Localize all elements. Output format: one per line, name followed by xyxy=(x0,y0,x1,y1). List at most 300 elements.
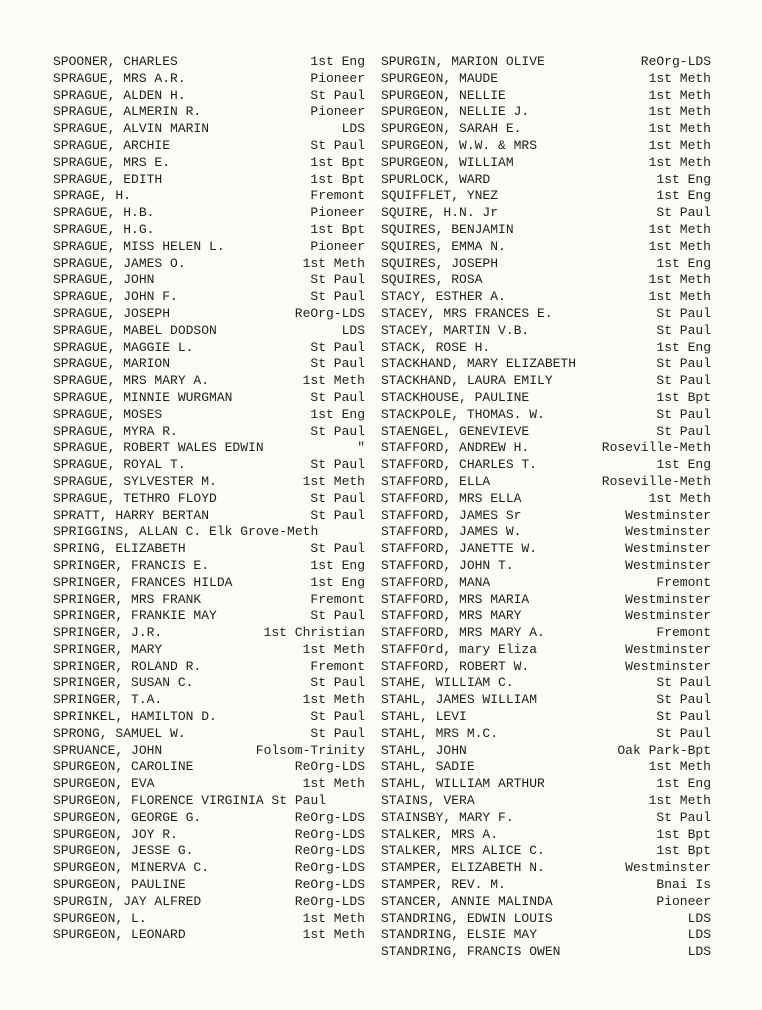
entry-church: 1st Meth xyxy=(648,759,711,775)
entry-church: 1st Meth xyxy=(648,289,711,305)
entry-church: 1st Meth xyxy=(302,373,365,389)
entry-church: St Paul xyxy=(656,692,711,708)
entry-row xyxy=(53,239,365,256)
entry-name: STAFFORD, MRS MARY A. xyxy=(381,625,545,641)
entry-row xyxy=(53,272,365,289)
entry-name: SPRAGUE, MRS A.R. xyxy=(53,70,186,86)
entry-church: 1st Eng xyxy=(656,188,711,204)
entry-name: SPRAGUE, JOSEPH xyxy=(53,305,171,321)
entry-row xyxy=(53,121,365,138)
entry-row xyxy=(53,659,365,676)
entry-church: 1st Bpt xyxy=(310,221,365,237)
entry-church: St Paul xyxy=(310,289,365,305)
entry-church: 1st Meth xyxy=(648,154,711,170)
entry-row xyxy=(53,692,365,709)
entry-church: ReOrg-LDS xyxy=(294,809,365,825)
entry-name: SPRATT, HARRY BERTAN xyxy=(53,507,210,523)
entry-name: SPURGEON, NELLIE J. xyxy=(381,104,530,120)
entry-row xyxy=(53,222,365,239)
entry-row xyxy=(53,188,365,205)
left-column xyxy=(53,54,365,944)
entry-church: Fremont xyxy=(310,188,365,204)
entry-row xyxy=(381,827,711,844)
entry-church: St Paul xyxy=(310,725,365,741)
entry-row xyxy=(381,608,711,625)
entry-row xyxy=(381,390,711,407)
entry-church: LDS xyxy=(341,322,365,338)
entry-church: Pioneer xyxy=(310,205,365,221)
entry-church: Westminster xyxy=(625,507,711,523)
entry-name: STANDRING, FRANCIS OWEN xyxy=(381,944,561,960)
entry-name: SPRAGUE, MYRA R. xyxy=(53,423,178,439)
entry-church: Westminster xyxy=(625,641,711,657)
entry-name: STAHL, MRS M.C. xyxy=(381,725,499,741)
entry-name: SPURGIN, JAY ALFRED xyxy=(53,893,202,909)
entry-row xyxy=(53,390,365,407)
entry-row xyxy=(53,793,365,810)
entry-name: SPURGEON, L. xyxy=(53,910,147,926)
entry-name: SPRAGUE, JOHN F. xyxy=(53,289,178,305)
entry-church: Westminster xyxy=(625,591,711,607)
entry-church: ReOrg-LDS xyxy=(294,759,365,775)
entry-name: SPRAGUE, TETHRO FLOYD xyxy=(53,490,217,506)
entry-church: St Paul xyxy=(310,272,365,288)
entry-name: SPURGEON, NELLIE xyxy=(381,87,506,103)
entry-church: Westminster xyxy=(625,557,711,573)
entry-row xyxy=(381,743,711,760)
entry-row xyxy=(53,625,365,642)
entry-row xyxy=(53,541,365,558)
entry-name: SPRINGER, ROLAND R. xyxy=(53,658,202,674)
entry-name: STAHL, JOHN xyxy=(381,742,467,758)
entry-church: 1st Meth xyxy=(648,70,711,86)
entry-row xyxy=(381,424,711,441)
entry-church: St Paul xyxy=(310,709,365,725)
entry-church: ReOrg-LDS xyxy=(294,826,365,842)
entry-row xyxy=(381,155,711,172)
entry-church: " xyxy=(357,440,365,456)
entry-name: STAHL, LEVI xyxy=(381,709,467,725)
entry-row xyxy=(381,877,711,894)
entry-row xyxy=(381,138,711,155)
entry-church: St Paul xyxy=(310,490,365,506)
entry-row xyxy=(381,843,711,860)
entry-row xyxy=(381,692,711,709)
entry-name: SQUIRES, BENJAMIN xyxy=(381,221,514,237)
entry-row xyxy=(381,894,711,911)
entry-row xyxy=(381,508,711,525)
entry-name: SPRINKEL, HAMILTON D. xyxy=(53,709,217,725)
entry-church: LDS xyxy=(687,910,711,926)
entry-row xyxy=(53,424,365,441)
entry-row xyxy=(53,743,365,760)
entry-church: St Paul xyxy=(656,322,711,338)
entry-row xyxy=(53,592,365,609)
entry-church: St Paul xyxy=(656,809,711,825)
entry-name: SPRINGER, J.R. xyxy=(53,625,163,641)
entry-row xyxy=(381,642,711,659)
entry-church: 1st Meth xyxy=(302,927,365,943)
entry-church: Pioneer xyxy=(310,238,365,254)
entry-name: SPRINGER, MRS FRANK xyxy=(53,591,202,607)
entry-church: St Paul xyxy=(310,356,365,372)
entry-row xyxy=(53,54,365,71)
entry-row xyxy=(53,256,365,273)
entry-name: SPRAGUE, H.G. xyxy=(53,221,155,237)
entry-row xyxy=(381,88,711,105)
entry-row xyxy=(381,793,711,810)
entry-row xyxy=(381,675,711,692)
entry-name: STACK, ROSE H. xyxy=(381,339,491,355)
entry-name: STAFFORD, JAMES W. xyxy=(381,524,522,540)
entry-church: Pioneer xyxy=(310,70,365,86)
entry-name: SPRAGUE, ARCHIE xyxy=(53,137,171,153)
entry-name: SPRAGUE, MRS E. xyxy=(53,154,171,170)
entry-name: STACKHOUSE, PAULINE xyxy=(381,389,530,405)
entry-church: 1st Eng xyxy=(310,54,365,69)
entry-church: 1st Meth xyxy=(648,137,711,153)
entry-name: SPRAGUE, ALDEN H. xyxy=(53,87,186,103)
entry-name: SQUIRES, JOSEPH xyxy=(381,255,499,271)
entry-name: STAFFORD, MRS MARIA xyxy=(381,591,530,607)
entry-row xyxy=(53,71,365,88)
entry-row xyxy=(381,659,711,676)
entry-church: ReOrg-LDS xyxy=(294,843,365,859)
entry-church: ReOrg-LDS xyxy=(294,305,365,321)
entry-name: STAHL, SADIE xyxy=(381,759,475,775)
entry-row xyxy=(53,927,365,944)
entry-name: STAINS, VERA xyxy=(381,793,475,809)
entry-row xyxy=(53,407,365,424)
entry-name: SPURGEON, MINERVA C. xyxy=(53,860,210,876)
entry-name: SPRAGUE, MRS MARY A. xyxy=(53,373,210,389)
entry-row xyxy=(381,188,711,205)
entry-row xyxy=(53,810,365,827)
entry-church: Westminster xyxy=(625,541,711,557)
entry-name: SPRINGER, FRANCIS E. xyxy=(53,557,210,573)
entry-name: SQUIRE, H.N. Jr xyxy=(381,205,499,221)
entry-name: STACKPOLE, THOMAS. W. xyxy=(381,406,545,422)
entry-church: St Paul xyxy=(656,725,711,741)
entry-name: SPRINGER, SUSAN C. xyxy=(53,675,194,691)
entry-row xyxy=(381,625,711,642)
entry-row xyxy=(381,759,711,776)
entry-row xyxy=(381,860,711,877)
entry-name: SPRAGUE, JOHN xyxy=(53,272,155,288)
entry-church: St Paul xyxy=(310,541,365,557)
entry-row xyxy=(381,592,711,609)
entry-church: 1st Meth xyxy=(648,221,711,237)
entry-row xyxy=(381,558,711,575)
entry-name: SPURGEON, W.W. & MRS xyxy=(381,137,538,153)
entry-name: STANDRING, EDWIN LOUIS xyxy=(381,910,553,926)
entry-row xyxy=(381,726,711,743)
entry-church: 1st Meth xyxy=(648,793,711,809)
entry-church: 1st Eng xyxy=(656,339,711,355)
entry-row xyxy=(381,289,711,306)
entry-row xyxy=(53,306,365,323)
entry-row xyxy=(381,121,711,138)
entry-name: SPURGEON, PAULINE xyxy=(53,877,186,893)
entry-row xyxy=(53,776,365,793)
entry-row xyxy=(53,172,365,189)
entry-name: STAHL, JAMES WILLIAM xyxy=(381,692,538,708)
entry-church: 1st Meth xyxy=(648,238,711,254)
entry-row xyxy=(381,104,711,121)
entry-church: 1st Eng xyxy=(310,574,365,590)
entry-row xyxy=(381,474,711,491)
entry-church: St Paul xyxy=(656,423,711,439)
entry-name: SPURGEON, SARAH E. xyxy=(381,121,522,137)
entry-church: Pioneer xyxy=(310,104,365,120)
entry-row xyxy=(53,759,365,776)
entry-row xyxy=(53,524,365,541)
entry-name: SPURGEON, GEORGE G. xyxy=(53,809,202,825)
entry-church: 1st Meth xyxy=(302,776,365,792)
entry-name: STACKHAND, MARY ELIZABETH xyxy=(381,356,577,372)
entry-name: STAFFORD, MANA xyxy=(381,574,491,590)
entry-church: ReOrg-LDS xyxy=(294,860,365,876)
entry-name: STAFFORD, MRS ELLA xyxy=(381,490,522,506)
entry-row xyxy=(381,709,711,726)
entry-row xyxy=(381,407,711,424)
entry-row xyxy=(381,776,711,793)
entry-name: STAFFORD, JANETTE W. xyxy=(381,541,538,557)
entry-name: SPRAGUE, MAGGIE L. xyxy=(53,339,194,355)
entry-name: SPRINGER, FRANCES HILDA xyxy=(53,574,233,590)
entry-church: Oak Park-Bpt xyxy=(617,742,711,758)
entry-row xyxy=(381,323,711,340)
entry-name: SPURGEON, JOY R. xyxy=(53,826,178,842)
entry-name: SPURLOCK, WARD xyxy=(381,171,491,187)
entry-church: ReOrg-LDS xyxy=(294,893,365,909)
entry-church: Pioneer xyxy=(656,893,711,909)
entry-name: SPRAGUE, JAMES O. xyxy=(53,255,186,271)
entry-name: SPRUANCE, JOHN xyxy=(53,742,163,758)
entry-row xyxy=(53,138,365,155)
entry-row xyxy=(381,222,711,239)
entry-name: SPURGEON, FLORENCE VIRGINIA St Paul xyxy=(53,793,327,809)
entry-church: Westminster xyxy=(625,658,711,674)
entry-church: 1st Meth xyxy=(648,104,711,120)
entry-row xyxy=(53,373,365,390)
entry-row xyxy=(53,155,365,172)
entry-name: SPRINGER, FRANKIE MAY xyxy=(53,608,217,624)
entry-row xyxy=(381,306,711,323)
entry-name: SPRAGE, H. xyxy=(53,188,132,204)
entry-church: 1st Eng xyxy=(310,557,365,573)
entry-name: STACY, ESTHER A. xyxy=(381,289,506,305)
entry-name: SPRAGUE, ROYAL T. xyxy=(53,457,186,473)
entry-name: SPURGEON, WILLIAM xyxy=(381,154,514,170)
entry-name: STALKER, MRS A. xyxy=(381,826,499,842)
entry-church: St Paul xyxy=(310,339,365,355)
entry-name: SPRING, ELIZABETH xyxy=(53,541,186,557)
entry-name: SPRINGER, T.A. xyxy=(53,692,163,708)
entry-church: Westminster xyxy=(625,608,711,624)
entry-row xyxy=(381,54,711,71)
entry-row xyxy=(53,675,365,692)
entry-name: SPRAGUE, EDITH xyxy=(53,171,163,187)
entry-church: St Paul xyxy=(656,709,711,725)
entry-name: SPRAGUE, MOSES xyxy=(53,406,163,422)
entry-name: STACKHAND, LAURA EMILY xyxy=(381,373,553,389)
entry-name: STANCER, ANNIE MALINDA xyxy=(381,893,553,909)
entry-name: STAHE, WILLIAM C. xyxy=(381,675,514,691)
entry-row xyxy=(381,541,711,558)
entry-name: STACEY, MRS FRANCES E. xyxy=(381,305,553,321)
entry-row xyxy=(381,172,711,189)
entry-row xyxy=(381,373,711,390)
entry-church: 1st Eng xyxy=(656,776,711,792)
entry-church: Folsom-Trinity xyxy=(255,742,365,758)
entry-name: SPRAGUE, ROBERT WALES EDWIN xyxy=(53,440,264,456)
entry-church: 1st Bpt xyxy=(656,389,711,405)
entry-name: STACEY, MARTIN V.B. xyxy=(381,322,530,338)
entry-church: Roseville-Meth xyxy=(601,473,711,489)
entry-church: LDS xyxy=(341,121,365,137)
entry-name: STANDRING, ELSIE MAY xyxy=(381,927,538,943)
entry-church: St Paul xyxy=(310,457,365,473)
entry-name: STAFFORD, CHARLES T. xyxy=(381,457,538,473)
entry-church: 1st Bpt xyxy=(310,171,365,187)
entry-row xyxy=(53,558,365,575)
entry-church: LDS xyxy=(687,927,711,943)
entry-church: Fremont xyxy=(310,658,365,674)
entry-church: St Paul xyxy=(656,373,711,389)
entry-church: 1st Bpt xyxy=(310,154,365,170)
entry-church: Roseville-Meth xyxy=(601,440,711,456)
entry-name: STALKER, MRS ALICE C. xyxy=(381,843,545,859)
entry-row xyxy=(53,709,365,726)
entry-church: 1st Meth xyxy=(302,641,365,657)
entry-name: STAFFORD, ELLA xyxy=(381,473,491,489)
entry-row xyxy=(53,642,365,659)
entry-church: ReOrg-LDS xyxy=(640,54,711,69)
entry-name: SPRINGER, MARY xyxy=(53,641,163,657)
entry-name: SPRAGUE, ALVIN MARIN xyxy=(53,121,210,137)
entry-row xyxy=(381,457,711,474)
entry-row xyxy=(381,256,711,273)
entry-name: SPRAGUE, MARION xyxy=(53,356,171,372)
entry-name: STAMPER, REV. M. xyxy=(381,877,506,893)
entry-church: St Paul xyxy=(656,406,711,422)
entry-church: 1st Eng xyxy=(656,171,711,187)
entry-church: St Paul xyxy=(656,305,711,321)
entry-name: STAFFOrd, mary Eliza xyxy=(381,641,538,657)
entry-row xyxy=(53,726,365,743)
entry-row xyxy=(381,239,711,256)
entry-church: Bnai Is xyxy=(656,877,711,893)
entry-row xyxy=(381,911,711,928)
entry-row xyxy=(381,927,711,944)
entry-church: 1st Bpt xyxy=(656,843,711,859)
entry-row xyxy=(381,71,711,88)
entry-church: 1st Meth xyxy=(648,121,711,137)
entry-name: SQUIRES, EMMA N. xyxy=(381,238,506,254)
entry-church: Westminster xyxy=(625,524,711,540)
entry-church: 1st Eng xyxy=(656,457,711,473)
entry-church: Fremont xyxy=(656,574,711,590)
entry-church: 1st Meth xyxy=(302,692,365,708)
entry-name: SPRAGUE, MISS HELEN L. xyxy=(53,238,225,254)
entry-church: St Paul xyxy=(310,608,365,624)
entry-row xyxy=(53,289,365,306)
entry-row xyxy=(53,508,365,525)
entry-row xyxy=(53,104,365,121)
entry-church: 1st Meth xyxy=(302,255,365,271)
entry-row xyxy=(381,440,711,457)
entry-name: STAHL, WILLIAM ARTHUR xyxy=(381,776,545,792)
entry-church: St Paul xyxy=(656,205,711,221)
entry-church: St Paul xyxy=(656,356,711,372)
entry-row xyxy=(381,944,711,961)
entry-church: Westminster xyxy=(625,860,711,876)
entry-name: STAMPER, ELIZABETH N. xyxy=(381,860,545,876)
entry-name: SPOONER, CHARLES xyxy=(53,54,178,69)
entry-row xyxy=(53,205,365,222)
entry-row xyxy=(53,877,365,894)
entry-name: SQUIRES, ROSA xyxy=(381,272,483,288)
entry-church: 1st Meth xyxy=(648,272,711,288)
entry-row xyxy=(53,827,365,844)
entry-row xyxy=(53,860,365,877)
entry-row xyxy=(53,457,365,474)
right-column xyxy=(381,54,711,961)
entry-church: Fremont xyxy=(310,591,365,607)
entry-name: STAFFORD, JOHN T. xyxy=(381,557,514,573)
entry-church: 1st Eng xyxy=(656,255,711,271)
entry-church: 1st Meth xyxy=(302,910,365,926)
entry-church: St Paul xyxy=(310,507,365,523)
entry-row xyxy=(381,575,711,592)
entry-church: St Paul xyxy=(310,675,365,691)
entry-row xyxy=(381,524,711,541)
entry-church: St Paul xyxy=(310,87,365,103)
entry-church: Fremont xyxy=(656,625,711,641)
entry-name: SQUIFFLET, YNEZ xyxy=(381,188,499,204)
entry-name: STAFFORD, MRS MARY xyxy=(381,608,522,624)
entry-row xyxy=(53,340,365,357)
entry-row xyxy=(53,323,365,340)
entry-row xyxy=(53,491,365,508)
entry-name: STAFFORD, ANDREW H. xyxy=(381,440,530,456)
entry-name: SPRAGUE, ALMERIN R. xyxy=(53,104,202,120)
entry-church: 1st Christian xyxy=(263,625,365,641)
entry-row xyxy=(53,843,365,860)
entry-name: SPRAGUE, H.B. xyxy=(53,205,155,221)
entry-church: 1st Meth xyxy=(648,87,711,103)
entry-name: SPURGEON, JESSE G. xyxy=(53,843,194,859)
entry-name: SPURGEON, CAROLINE xyxy=(53,759,194,775)
entry-church: St Paul xyxy=(656,675,711,691)
entry-row xyxy=(381,340,711,357)
entry-church: 1st Eng xyxy=(310,406,365,422)
entry-row xyxy=(53,440,365,457)
entry-name: STAENGEL, GENEVIEVE xyxy=(381,423,530,439)
entry-name: SPRAGUE, MINNIE WURGMAN xyxy=(53,389,233,405)
entry-church: St Paul xyxy=(310,389,365,405)
entry-church: St Paul xyxy=(310,423,365,439)
entry-church: 1st Meth xyxy=(648,490,711,506)
entry-row xyxy=(53,894,365,911)
entry-name: SPURGEON, MAUDE xyxy=(381,70,499,86)
entry-row xyxy=(53,356,365,373)
entry-name: STAFFORD, JAMES Sr xyxy=(381,507,522,523)
entry-church: St Paul xyxy=(310,137,365,153)
entry-row xyxy=(381,272,711,289)
entry-church: 1st Bpt xyxy=(656,826,711,842)
